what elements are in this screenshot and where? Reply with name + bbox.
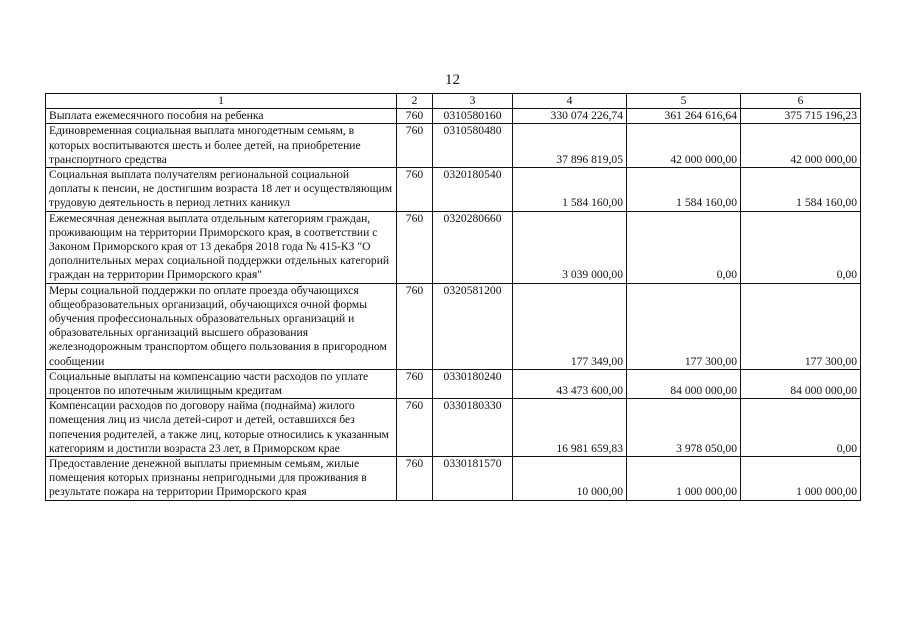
row-value-2021-cell: 16 981 659,83: [513, 399, 627, 457]
row-grbs-cell: 760: [397, 399, 433, 457]
header-cell-4: 4: [513, 94, 627, 109]
row-grbs-cell: 760: [397, 124, 433, 168]
page-number: 12: [445, 72, 460, 88]
row-value-2022-cell: 361 264 616,64: [627, 109, 741, 124]
row-value-2021-cell: 3 039 000,00: [513, 211, 627, 283]
row-value-2022-cell: 3 978 050,00: [627, 399, 741, 457]
row-value-2021-cell: 1 584 160,00: [513, 168, 627, 212]
row-code-cell: 0310580160: [433, 109, 513, 124]
row-grbs-cell: 760: [397, 211, 433, 283]
row-value-2023-cell: 375 715 196,23: [741, 109, 861, 124]
row-grbs-cell: 760: [397, 168, 433, 212]
row-value-2021-cell: 330 074 226,74: [513, 109, 627, 124]
table-row: [46, 283, 861, 369]
table-row: [46, 399, 861, 457]
row-value-2023-cell: 0,00: [741, 399, 861, 457]
table-row: [46, 124, 861, 168]
table-row: [46, 109, 861, 124]
header-cell-2: 2: [397, 94, 433, 109]
row-value-2023-cell: 1 584 160,00: [741, 168, 861, 212]
header-cell-1: 1: [46, 94, 397, 109]
row-name-cell: Выплата ежемесячного пособия на ребенка: [46, 109, 397, 124]
header-cell-5: 5: [627, 94, 741, 109]
row-value-2022-cell: 177 300,00: [627, 283, 741, 369]
row-code-cell: 0320180540: [433, 168, 513, 212]
row-value-2021-cell: 10 000,00: [513, 457, 627, 501]
row-value-2022-cell: 1 000 000,00: [627, 457, 741, 501]
row-code-cell: 0330181570: [433, 457, 513, 501]
header-cell-6: 6: [741, 94, 861, 109]
row-value-2021-cell: 177 349,00: [513, 283, 627, 369]
table-header-row: [46, 94, 861, 109]
row-value-2023-cell: 42 000 000,00: [741, 124, 861, 168]
row-value-2023-cell: 84 000 000,00: [741, 369, 861, 398]
row-name-cell: Ежемесячная денежная выплата отдельным категориям граждан, проживающим на территории Приморского края, в соответствии с Законом Приморского края от 13 декабря 2018 года № 415-КЗ "О дополнительных мерах социальной поддержки отдельных категорий граждан на территории Приморского края": [46, 211, 397, 283]
budget-table: [45, 93, 861, 501]
budget-table-body: [46, 94, 861, 501]
row-value-2021-cell: 37 896 819,05: [513, 124, 627, 168]
row-code-cell: 0320581200: [433, 283, 513, 369]
row-code-cell: 0330180330: [433, 399, 513, 457]
row-name-cell: Единовременная социальная выплата многодетным семьям, в которых воспитываются шесть и более детей, на приобретение транспортного средства: [46, 124, 397, 168]
row-value-2021-cell: 43 473 600,00: [513, 369, 627, 398]
row-value-2022-cell: 0,00: [627, 211, 741, 283]
row-value-2023-cell: 1 000 000,00: [741, 457, 861, 501]
row-grbs-cell: 760: [397, 457, 433, 501]
table-row: [46, 457, 861, 501]
row-code-cell: 0330180240: [433, 369, 513, 398]
row-name-cell: Социальные выплаты на компенсацию части расходов по уплате процентов по ипотечным жилищным кредитам: [46, 369, 397, 398]
row-grbs-cell: 760: [397, 369, 433, 398]
row-code-cell: 0310580480: [433, 124, 513, 168]
header-cell-3: 3: [433, 94, 513, 109]
row-value-2022-cell: 42 000 000,00: [627, 124, 741, 168]
row-value-2023-cell: 177 300,00: [741, 283, 861, 369]
table-row: [46, 369, 861, 398]
row-name-cell: Социальная выплата получателям региональной социальной доплаты к пенсии, не достигшим возраста 18 лет и осуществляющим трудовую деятельность в период летних каникул: [46, 168, 397, 212]
row-value-2022-cell: 1 584 160,00: [627, 168, 741, 212]
table-row: [46, 211, 861, 283]
row-value-2023-cell: 0,00: [741, 211, 861, 283]
row-code-cell: 0320280660: [433, 211, 513, 283]
row-name-cell: Предоставление денежной выплаты приемным семьям, жилые помещения которых признаны непригодными для проживания в результате пожара на территории Приморского края: [46, 457, 397, 501]
row-value-2022-cell: 84 000 000,00: [627, 369, 741, 398]
row-grbs-cell: 760: [397, 109, 433, 124]
row-grbs-cell: 760: [397, 283, 433, 369]
table-row: [46, 168, 861, 212]
row-name-cell: Компенсации расходов по договору найма (поднайма) жилого помещения лиц из числа детей-сирот и детей, оставшихся без попечения родителей, а также лиц, которые относились к указанным категориям и достигли возраста 23 лет, в Приморском крае: [46, 399, 397, 457]
row-name-cell: Меры социальной поддержки по оплате проезда обучающихся общеобразовательных организаций, обучающихся очной формы обучения профессиональных образовательных организаций и образовательных организаций высшего образования железнодорожным транспортом общего пользования в пригородном сообщении: [46, 283, 397, 369]
